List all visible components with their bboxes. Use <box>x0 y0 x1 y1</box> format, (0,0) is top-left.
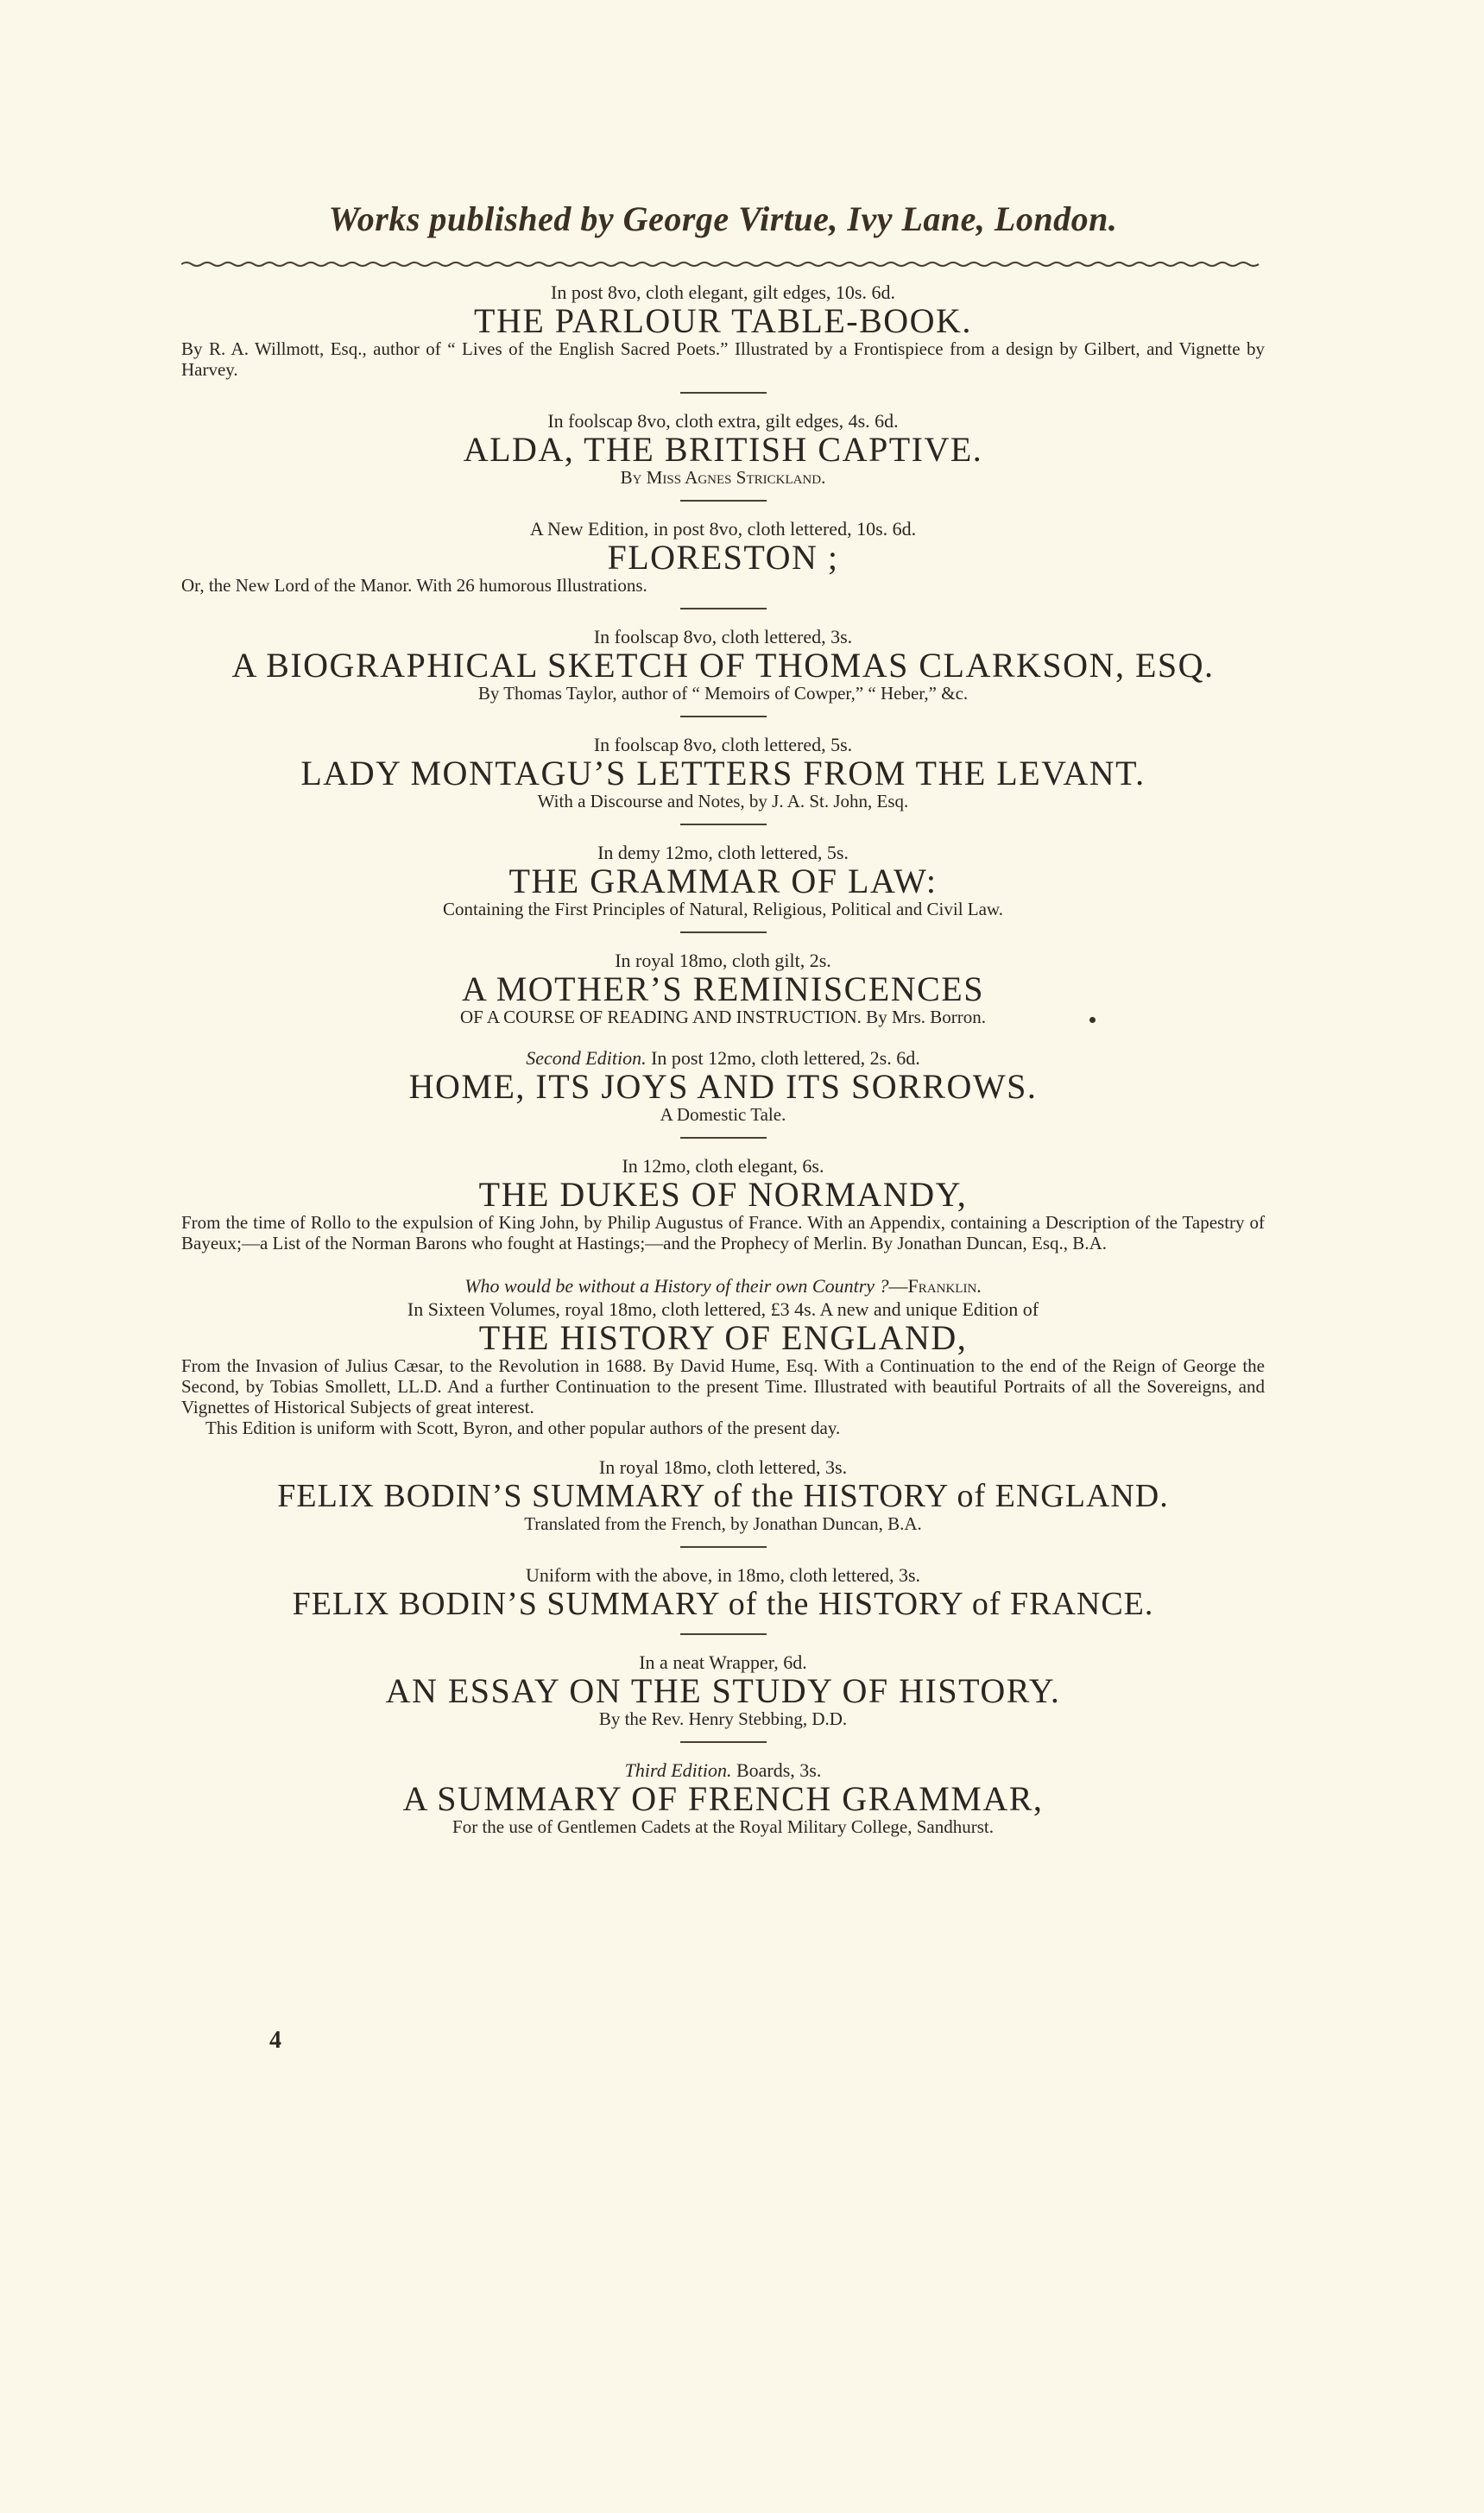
book-description: For the use of Gentlemen Cadets at the Royal Military College, Sandhurst. <box>452 1816 994 1837</box>
price-line: In foolscap 8vo, cloth extra, gilt edges, 4s. 6d. <box>547 410 899 432</box>
book-entry <box>181 1455 1265 1534</box>
page-header: Works published by George Virtue, Ivy Lane, London. <box>328 199 1118 238</box>
book-entry <box>181 409 1265 488</box>
edition-note: Third Edition. <box>624 1759 732 1781</box>
book-entry <box>181 1758 1265 1837</box>
book-title: FLORESTON ; <box>607 538 839 577</box>
book-entry <box>181 1274 1265 1438</box>
separator-rule <box>680 608 767 609</box>
separator-rule <box>680 931 767 933</box>
price-line: A New Edition, in post 8vo, cloth lettered, 10s. 6d. <box>529 518 917 540</box>
book-title: THE HISTORY OF ENGLAND, <box>478 1318 968 1357</box>
book-entry <box>181 733 1265 811</box>
book-entry <box>181 517 1265 596</box>
book-entry <box>181 625 1265 704</box>
separator-rule <box>680 716 767 717</box>
separator-rule <box>680 1741 767 1743</box>
book-title: HOME, ITS JOYS AND ITS SORROWS. <box>408 1067 1038 1106</box>
separator-rule <box>680 1137 767 1139</box>
book-description: Containing the First Principles of Natural, Religious, Political and Civil Law. <box>443 899 1003 919</box>
book-entry <box>181 1154 1265 1253</box>
book-description: From the time of Rollo to the expulsion of King John, by Philip Augustus of France. With an Appendix, containing a Description of the Tapestry of Bayeux;—a List of the Norman Barons who fought at Hastings;—and the Prophecy of Merlin. By Jonathan Duncan, Esq., B.A. <box>181 1212 1265 1253</box>
book-description: By R. A. Willmott, Esq., author of “ Lives of the English Sacred Poets.” Illustrated by a Frontispiece from a design by Gilbert, and Vignette by Harvey. <box>181 338 1265 380</box>
book-description: With a Discourse and Notes, by J. A. St. John, Esq. <box>537 791 909 811</box>
franklin-quote: Who would be without a History of their own Country ? <box>464 1275 889 1297</box>
price-line: In demy 12mo, cloth lettered, 5s. <box>597 842 849 863</box>
separator-rule <box>680 1546 767 1548</box>
book-entry <box>181 1046 1265 1125</box>
price-text: In post 12mo, cloth lettered, 2s. 6d. <box>646 1047 920 1069</box>
book-title: FELIX BODIN’S SUMMARY of the HISTORY of FRANCE. <box>292 1586 1154 1622</box>
book-title: ALDA, THE BRITISH CAPTIVE. <box>463 430 983 469</box>
book-title: THE GRAMMAR OF LAW: <box>508 862 938 900</box>
quote-attribution: —Franklin. <box>888 1275 982 1297</box>
book-description: Or, the New Lord of the Manor. With 26 humorous Illustrations. <box>181 575 647 596</box>
wavy-rule <box>181 260 1265 268</box>
book-title: LADY MONTAGU’S LETTERS FROM THE LEVANT. <box>300 754 1146 792</box>
price-line: In foolscap 8vo, cloth lettered, 5s. <box>593 734 853 755</box>
price-line: In a neat Wrapper, 6d. <box>639 1651 807 1673</box>
book-title: AN ESSAY ON THE STUDY OF HISTORY. <box>385 1671 1061 1710</box>
book-entry <box>181 949 1265 1027</box>
book-entry <box>181 841 1265 919</box>
price-line: In foolscap 8vo, cloth lettered, 3s. <box>593 626 853 647</box>
price-line: In post 8vo, cloth elegant, gilt edges, 10s. 6d. <box>551 281 895 303</box>
book-description: OF A COURSE OF READING AND INSTRUCTION. By Mrs. Borron. <box>459 1007 987 1027</box>
price-line: In royal 18mo, cloth gilt, 2s. <box>615 950 831 971</box>
price-line: In 12mo, cloth elegant, 6s. <box>622 1155 824 1177</box>
price-line: In royal 18mo, cloth lettered, 3s. <box>598 1456 848 1478</box>
price-line <box>181 1758 1265 1782</box>
book-entry <box>181 281 1265 380</box>
price-line: Uniform with the above, in 18mo, cloth lettered, 3s. <box>525 1564 920 1586</box>
book-title: A BIOGRAPHICAL SKETCH OF THOMAS CLARKSON, ESQ. <box>231 646 1215 685</box>
quote-line <box>181 1274 1265 1298</box>
book-description: A Domestic Tale. <box>660 1104 786 1125</box>
book-entry <box>181 1651 1265 1729</box>
book-title: THE PARLOUR TABLE-BOOK. <box>474 301 972 340</box>
separator-rule <box>680 1633 767 1635</box>
edition-note: Second Edition. <box>526 1047 647 1069</box>
book-title: THE DUKES OF NORMANDY, <box>478 1175 968 1214</box>
book-description: By the Rev. Henry Stebbing, D.D. <box>598 1708 848 1729</box>
catalogue-column <box>181 199 1265 1849</box>
separator-rule <box>680 392 767 394</box>
book-description: By Miss Agnes Strickland. <box>620 467 826 488</box>
book-entry <box>181 1563 1265 1621</box>
book-description: Translated from the French, by Jonathan Duncan, B.A. <box>524 1513 922 1534</box>
book-title: A MOTHER’S REMINISCENCES <box>462 969 984 1008</box>
book-title: A SUMMARY OF FRENCH GRAMMAR, <box>402 1779 1044 1818</box>
book-description: By Thomas Taylor, author of “ Memoirs of Cowper,” “ Heber,” &c. <box>477 683 969 704</box>
book-title: FELIX BODIN’S SUMMARY of the HISTORY of ENGLAND. <box>277 1478 1169 1514</box>
separator-rule <box>680 824 767 825</box>
price-line <box>181 1046 1265 1070</box>
separator-rule <box>680 500 767 502</box>
price-text: Boards, 3s. <box>731 1759 822 1781</box>
book-description: From the Invasion of Julius Cæsar, to the Revolution in 1688. By David Hume, Esq. With a Continuation to the end of the Reign of George the Second, by Tobias Smollett, LL.D. And a further Continuation to the present Time. Illustrated with beautiful Portraits of all the Sovereigns, and Vignettes of Historical Subjects of great interest. <box>181 1355 1265 1418</box>
page-number: 4 <box>269 2027 281 2054</box>
edition-note: This Edition is uniform with Scott, Byron, and other popular authors of the present day. <box>205 1418 841 1438</box>
price-line: In Sixteen Volumes, royal 18mo, cloth lettered, £3 4s. A new and unique Edition of <box>407 1298 1039 1320</box>
